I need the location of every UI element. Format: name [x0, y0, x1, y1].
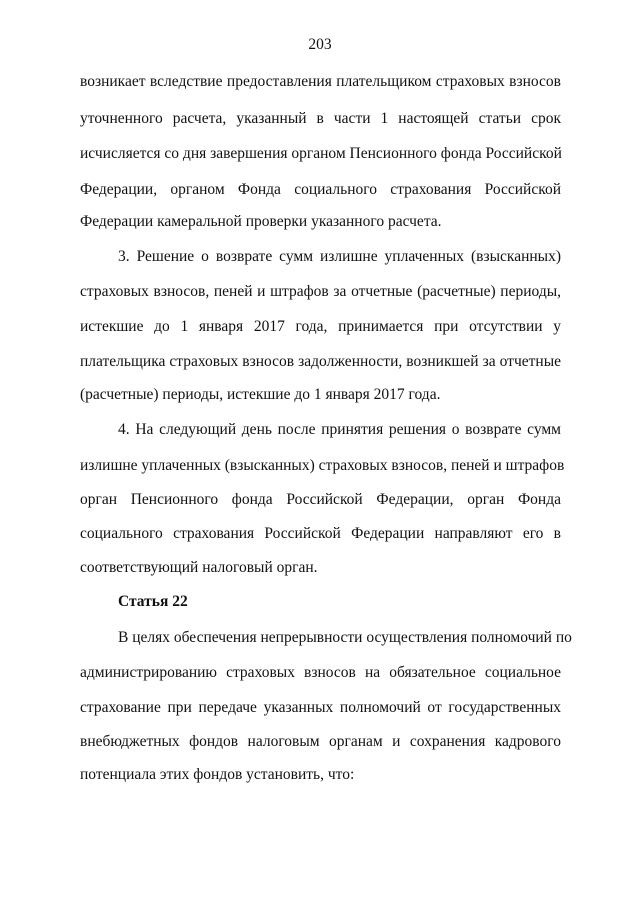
text-line: истекшие до 1 января 2017 года, принимается при отсутствии у: [80, 318, 561, 335]
text-line: исчисляется со дня завершения органом Пенсионного фонда Российской: [80, 145, 562, 162]
text-line: потенциала этих фондов установить, что:: [80, 766, 355, 783]
article-heading: Статья 22: [118, 593, 188, 610]
text-line: Федерации, органом Фонда социального страхования Российской: [80, 181, 561, 198]
text-line: администрированию страховых взносов на обязательное социальное: [80, 664, 561, 681]
text-line: излишне уплаченных (взысканных) страховых взносов, пеней и штрафов: [80, 457, 565, 474]
text-line: (расчетные) периоды, истекшие до 1 января 2017 года.: [80, 386, 441, 403]
text-line: страховых взносов, пеней и штрафов за отчетные (расчетные) периоды,: [80, 283, 561, 300]
text-line: внебюджетных фондов налоговым органам и сохранения кадрового: [80, 733, 561, 750]
text-line: социального страхования Российской Федерации направляют его в: [80, 525, 561, 542]
text-line: плательщика страховых взносов задолженности, возникшей за отчетные: [80, 353, 561, 370]
text-line: уточненного расчета, указанный в части 1 настоящей статьи срок: [80, 110, 561, 127]
text-line: орган Пенсионного фонда Российской Федерации, орган Фонда: [80, 491, 561, 508]
text-line: 4. На следующий день после принятия решения о возврате сумм: [118, 421, 561, 438]
text-line: 3. Решение о возврате сумм излишне уплаченных (взысканных): [118, 248, 561, 265]
text-line: В целях обеспечения непрерывности осуществления полномочий по: [118, 629, 572, 646]
text-line: страхование при передаче указанных полномочий от государственных: [80, 699, 561, 716]
text-line: возникает вследствие предоставления плательщиком страховых взносов: [80, 73, 561, 90]
text-line: Федерации камеральной проверки указанного расчета.: [80, 213, 442, 230]
text-line: соответствующий налоговый орган.: [80, 559, 318, 576]
page-number: 203: [308, 36, 332, 53]
